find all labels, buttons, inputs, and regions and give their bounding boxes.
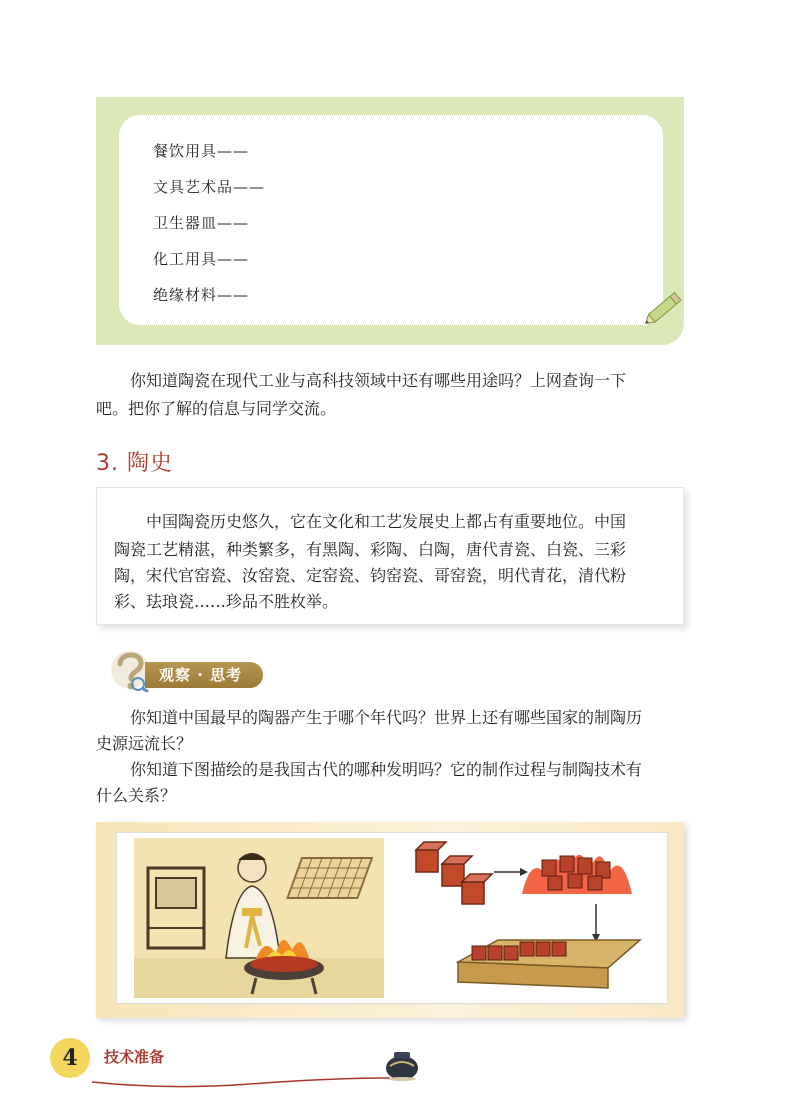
usage-item-tableware: 餐饮用具—— — [153, 142, 250, 160]
pottery-jar-icon — [382, 1046, 422, 1082]
history-line-4: 彩、珐琅瓷……珍品不胜枚举。 — [114, 592, 339, 611]
observe-think-tag: 观察 · 思考 — [145, 662, 263, 688]
history-line-1: 中国陶瓷历史悠久，它在文化和工艺发展史上都占有重要地位。中国 — [146, 512, 627, 531]
page-number: 4 — [50, 1038, 90, 1078]
observe-p2-line-1: 你知道下图描绘的是我国古代的哪种发明吗？它的制作过程与制陶技术有 — [130, 760, 643, 779]
usage-item-sanitary: 卫生器皿—— — [153, 214, 250, 232]
observe-p1-line-2: 史源远流长？ — [96, 734, 193, 753]
observe-p2-line-2: 什么关系？ — [96, 786, 177, 805]
footer-decorative-line — [90, 1060, 420, 1090]
observe-p1-line-1: 你知道中国最早的陶器产生于哪个年代吗？世界上还有哪些国家的制陶历 — [130, 708, 643, 727]
type-process-illustration — [402, 838, 656, 998]
history-line-3: 陶，宋代官窑瓷、汝窑瓷、定窑瓷、钧窑瓷、哥窑瓷，明代青花，清代粉 — [114, 566, 627, 585]
usage-item-chemical: 化工用具—— — [153, 250, 250, 268]
chapter-title: 技术准备 — [104, 1048, 165, 1066]
craftsman-illustration — [134, 838, 384, 998]
section-title: 3. 陶史 — [96, 451, 173, 476]
history-line-2: 陶瓷工艺精湛，种类繁多，有黑陶、彩陶、白陶，唐代青瓷、白瓷、三彩 — [114, 540, 627, 559]
question-line-1: 你知道陶瓷在现代工业与高科技领域中还有哪些用途吗？上网查询一下 — [130, 371, 627, 390]
usage-item-stationery: 文具艺术品—— — [153, 178, 266, 196]
question-line-2: 吧。把你了解的信息与同学交流。 — [96, 399, 337, 418]
pencil-icon — [640, 286, 688, 330]
usage-item-insulation: 绝缘材料—— — [153, 286, 250, 304]
